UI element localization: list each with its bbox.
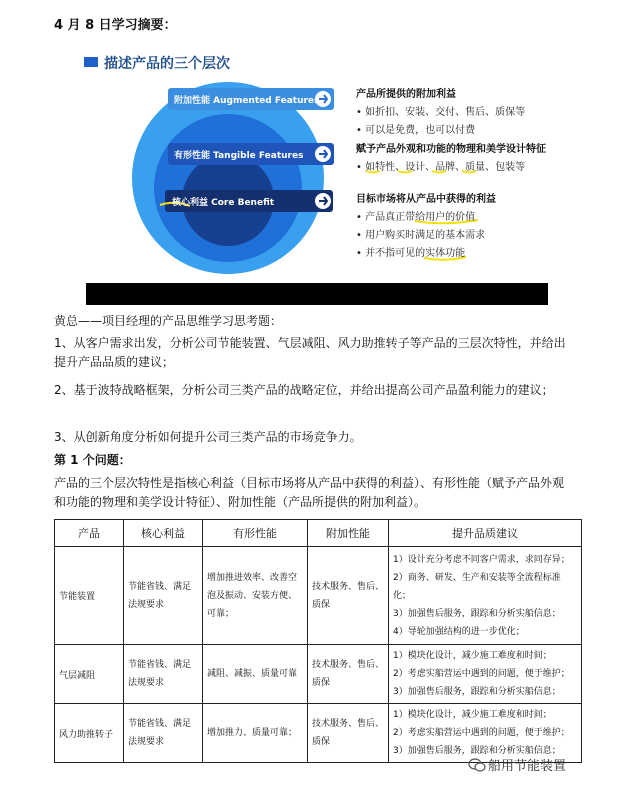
- augmented-heading: 产品所提供的附加利益: [356, 89, 456, 100]
- core-bullet-1: • 产品真正带给用户的价值: [356, 212, 476, 223]
- figure-title: 描述产品的三个层次: [104, 56, 230, 72]
- core-bullet-2: • 用户购买时满足的基本需求: [356, 230, 486, 241]
- wechat-icon: [468, 757, 486, 773]
- section-heading: 第 1 个问题：: [54, 453, 131, 467]
- question-1: 1、从客户需求出发，分析公司节能装置、气层减阻、风力助推转子等产品的三层次特性，并给出提升产品品质的建议；: [54, 336, 566, 369]
- cell-tangible: 增加推进效率、改善空泡及振动、安装方便、可靠；: [203, 547, 308, 645]
- intro-text: 黄总——项目经理的产品思维学习思考题：: [54, 314, 283, 328]
- suggestion-table: [54, 519, 582, 763]
- answer-text: 产品的三个层次特性是指核心利益（目标市场将从产品中获得的利益）、有形性能（赋予产品外观和功能的物理和美学设计特征）、附加性能（产品所提供的附加利益）。: [54, 476, 565, 509]
- cell-core: 节能省钱、满足法规要求: [124, 704, 203, 763]
- table-row: [55, 704, 582, 763]
- question-3: 3、从创新角度分析如何提升公司三类产品的市场竞争力。: [54, 430, 362, 444]
- page-title: 4 月 8 日学习摘要：: [54, 18, 177, 33]
- core-bullet-3: • 并不指可见的实体功能: [356, 248, 466, 259]
- augmented-bullet-2: • 可以是免费，也可以付费: [356, 125, 476, 136]
- cell-product: 风力助推转子: [55, 704, 124, 763]
- augmented-bullet-1: • 如折扣、安装、交付、售后、质保等: [356, 107, 526, 118]
- cell-tangible: 增加推力、质量可靠；: [203, 704, 308, 763]
- cell-core: 节能省钱、满足法规要求: [124, 547, 203, 645]
- header-augmented: 附加性能: [308, 520, 389, 547]
- core-label: 核心利益 Core Benefit: [172, 198, 275, 208]
- tangible-bullet-1: • 如特性、设计、品牌、质量、包装等: [356, 162, 526, 173]
- cell-product: 节能装置: [55, 547, 124, 645]
- question-2: 2、基于波特战略框架，分析公司三类产品的战略定位，并给出提高公司产品盈利能力的建议；: [54, 383, 554, 397]
- header-suggestion: 提升品质建议: [389, 520, 582, 547]
- header-core: 核心利益: [124, 520, 203, 547]
- redaction-bar: [86, 283, 548, 305]
- table-row: [55, 547, 582, 645]
- watermark-text: 船用节能装置: [488, 759, 567, 774]
- cell-suggestions: 1）模块化设计，减少施工难度和时间； 2）考虑实船营运中遇到的问题，便于维护； 3）加强售后服务，跟踪和分析实船信息；: [389, 704, 582, 763]
- augmented-label: 附加性能 Augmented Features: [174, 96, 320, 106]
- cell-augmented: 技术服务、售后、质保: [308, 704, 389, 763]
- table-row: [55, 645, 582, 704]
- header-tangible: 有形性能: [203, 520, 308, 547]
- cell-augmented: 技术服务、售后、质保: [308, 547, 389, 645]
- cell-tangible: 减阻、减振、质量可靠: [203, 645, 308, 704]
- table-header-row: [55, 520, 582, 547]
- cell-augmented: 技术服务、售后、质保: [308, 645, 389, 704]
- core-heading: 目标市场将从产品中获得的利益: [356, 194, 496, 205]
- cell-suggestions: 1）模块化设计，减少施工难度和时间； 2）考虑实船营运中遇到的问题，便于维护； 3）加强售后服务，跟踪和分析实船信息；: [389, 645, 582, 704]
- header-product: 产品: [55, 520, 124, 547]
- cell-product: 气层减阻: [55, 645, 124, 704]
- cell-suggestions: 1）设计充分考虑不同客户需求，求同存异； 2）商务、研发、生产和安装等全流程标准化； 3）加强售后服务，跟踪和分析实船信息； 4）导轮加强结构的进一步优化；: [389, 547, 582, 645]
- tangible-label: 有形性能 Tangible Features: [174, 151, 304, 161]
- cell-core: 节能省钱、满足法规要求: [124, 645, 203, 704]
- tangible-heading: 赋予产品外观和功能的物理和美学设计特征: [356, 144, 546, 155]
